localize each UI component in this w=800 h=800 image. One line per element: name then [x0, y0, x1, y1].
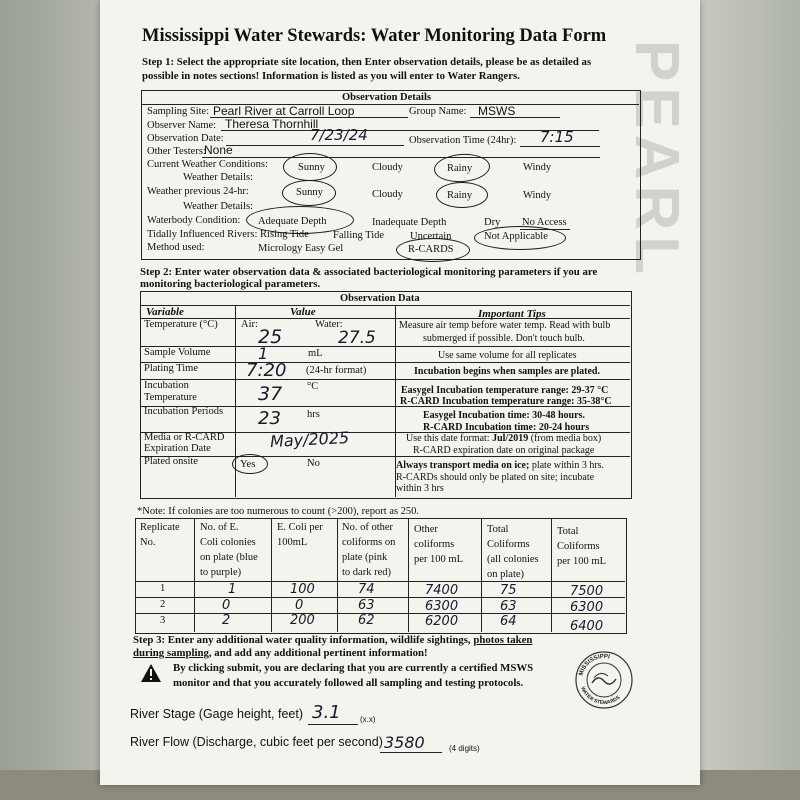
rep-header-other-coliforms: No. of other coliforms on plate (pink to dark red) — [342, 522, 396, 578]
other-testers-value[interactable]: None — [204, 143, 233, 157]
divider — [481, 518, 482, 632]
plated-tip-1: Always transport media on ice; plate within 3 hrs. — [396, 460, 605, 471]
media-exp-label-2: Expiration Date — [144, 443, 211, 454]
prev-weather-option-cloudy[interactable]: Cloudy — [372, 189, 403, 200]
ecoli-per-100ml-cell[interactable]: 0 — [295, 598, 304, 613]
warning-icon — [140, 663, 162, 683]
colony-note: *Note: If colonies are too numerous to count (>200), report as 250. — [137, 506, 420, 517]
sample-tip: Use same volume for all replicates — [438, 350, 577, 361]
divider — [135, 613, 625, 614]
river-stage-format: (x.x) — [360, 715, 376, 724]
divider — [337, 518, 338, 632]
plated-onsite-label: Plated onsite — [144, 456, 198, 467]
svg-text:MISSISSIPPI: MISSISSIPPI — [578, 653, 611, 677]
incubation-temp-label-2: Temperature — [144, 392, 197, 403]
weather-option-cloudy[interactable]: Cloudy — [372, 162, 403, 173]
group-name-label: Group Name: — [409, 106, 467, 117]
underline — [226, 145, 404, 146]
plating-format: (24-hr format) — [306, 365, 367, 376]
waterbody-label: Waterbody Condition: — [147, 215, 241, 226]
prev-weather-option-sunny[interactable]: Sunny — [296, 187, 323, 198]
sample-volume-label: Sample Volume — [144, 347, 211, 358]
selection-circle — [283, 153, 337, 181]
total-coliforms-cell[interactable]: 63 — [500, 599, 517, 614]
river-stage-label: River Stage (Gage height, feet) — [130, 707, 304, 721]
periods-tip-2: R-CARD Incubation time: 20-24 hours — [423, 422, 590, 433]
step3-line2: during sampling, and add any additional pertinent information! — [133, 647, 428, 659]
divider — [194, 518, 195, 632]
observation-date-label: Observation Date: — [147, 133, 224, 144]
incubation-temp-value[interactable]: 37 — [258, 383, 283, 405]
underline — [202, 157, 600, 158]
media-exp-label-1: Media or R-CARD — [144, 432, 225, 443]
step1-line2: possible in notes sections! Information is listed as you will enter to Water Rangers. — [142, 70, 520, 82]
plated-yes[interactable]: Yes — [240, 459, 256, 470]
ecoli-colonies-cell[interactable]: 0 — [222, 598, 231, 613]
divider — [271, 518, 272, 632]
plated-tip-3: within 3 hrs — [396, 483, 444, 494]
observation-data-header: Observation Data — [340, 293, 420, 304]
plating-time-label: Plating Time — [144, 363, 198, 374]
divider — [135, 597, 625, 598]
selection-circle — [396, 238, 470, 262]
river-stage-value[interactable]: 3.1 — [312, 702, 341, 723]
sampling-site-value[interactable]: Pearl River at Carroll Loop — [213, 104, 355, 118]
prev-weather-option-windy[interactable]: Windy — [523, 190, 552, 201]
group-name-value[interactable]: MSWS — [478, 104, 516, 118]
observation-time-label: Observation Time (24hr): — [409, 135, 517, 146]
river-flow-format: (4 digits) — [449, 744, 480, 753]
waterbody-dry[interactable]: Dry — [484, 217, 501, 228]
watermark-text: PEARL — [622, 40, 691, 281]
rep-header-replicate: Replicate No. — [140, 522, 180, 548]
replicate-number: 3 — [160, 615, 166, 626]
ecoli-colonies-cell[interactable]: 1 — [228, 582, 237, 597]
other-coliforms-cell[interactable]: 74 — [358, 582, 375, 597]
observer-name-value[interactable]: Theresa Thornhill — [225, 117, 319, 131]
divider — [140, 362, 630, 363]
svg-text:WATER STEWARDS: WATER STEWARDS — [579, 685, 622, 707]
incubation-tip-2: R-CARD Incubation temperature range: 35-38°C — [400, 396, 612, 407]
total-per-100ml-cell[interactable]: 7500 — [570, 584, 604, 599]
periods-tip-1: Easygel Incubation time: 30-48 hours. — [423, 410, 585, 421]
weather-option-sunny[interactable]: Sunny — [298, 162, 325, 173]
other-coliforms-cell[interactable]: 62 — [358, 613, 375, 628]
ml-unit: mL — [308, 348, 323, 359]
rep-header-ecoli-per-100ml: E. Coli per 100mL — [277, 522, 323, 548]
divider — [135, 581, 625, 582]
media-tip-1: Use this date format: Jul/2019 (from media box) — [406, 433, 602, 444]
rep-header-total-coliforms: Total Coliforms (all colonies on plate) — [487, 524, 539, 580]
underline — [308, 724, 358, 725]
total-coliforms-cell[interactable]: 75 — [500, 583, 517, 598]
river-flow-label: River Flow (Discharge, cubic feet per second) — [130, 735, 383, 749]
incubation-tip-1: Easygel Incubation temperature range: 29-37 °C — [401, 385, 609, 396]
water-temp-value[interactable]: 27.5 — [338, 328, 376, 348]
prev-weather-option-rainy[interactable]: Rainy — [447, 190, 473, 201]
weather-details-label-2: Weather Details: — [183, 201, 253, 212]
observation-date-value[interactable]: 7/23/24 — [310, 126, 368, 144]
sampling-site-label: Sampling Site: — [147, 106, 210, 117]
rep-header-total-per-100ml: Total Coliforms per 100 mL — [557, 526, 606, 567]
divider — [140, 346, 630, 347]
media-tip-2: R-CARD expiration date on original package — [413, 445, 595, 456]
current-weather-label: Current Weather Conditions: — [147, 159, 268, 170]
air-temp-value[interactable]: 25 — [258, 326, 283, 348]
deg-c-unit: °C — [307, 381, 319, 392]
plated-no[interactable]: No — [307, 458, 320, 469]
weather-option-windy[interactable]: Windy — [523, 162, 552, 173]
step2-line1: Step 2: Enter water observation data & associated bacteriological monitoring parameters if you are — [140, 266, 598, 278]
total-per-100ml-cell[interactable]: 6400 — [570, 619, 604, 634]
col-value: Value — [290, 306, 316, 318]
background-right — [690, 0, 800, 800]
other-per-100ml-cell[interactable]: 6300 — [425, 599, 459, 614]
replicate-number: 1 — [160, 583, 166, 594]
divider — [140, 456, 630, 457]
not-applicable-option[interactable]: Not Applicable — [484, 231, 548, 242]
step2-line2: monitoring bacteriological parameters. — [140, 278, 321, 290]
mississippi-water-stewards-seal — [574, 650, 634, 710]
weather-option-rainy[interactable]: Rainy — [447, 163, 473, 174]
total-per-100ml-cell[interactable]: 6300 — [570, 600, 604, 615]
method-label: Method used: — [147, 242, 205, 253]
observer-name-label: Observer Name: — [147, 120, 217, 131]
uncertain-option[interactable]: Uncertain — [410, 231, 452, 242]
divider — [408, 518, 409, 632]
other-per-100ml-cell[interactable]: 7400 — [425, 583, 459, 598]
declaration-line2: monitor and that you accurately followed all sampling and testing protocols. — [173, 677, 524, 689]
plating-tip: Incubation begins when samples are plated. — [414, 366, 600, 377]
col-variable: Variable — [146, 306, 184, 318]
water-label: Water: — [315, 319, 343, 330]
total-coliforms-cell[interactable]: 64 — [500, 614, 517, 629]
replicate-number: 2 — [160, 599, 166, 610]
step1-line1: Step 1: Select the appropriate site location, then Enter observation details, please be as detailed as — [142, 56, 592, 68]
weather-prev-label: Weather previous 24-hr: — [147, 186, 249, 197]
rep-header-ecoli-colonies: No. of E. Coli colonies on plate (blue to purple) — [200, 522, 258, 578]
ecoli-per-100ml-cell[interactable]: 200 — [290, 613, 315, 628]
plating-time-value[interactable]: 7:20 — [246, 360, 287, 381]
ecoli-colonies-cell[interactable]: 2 — [222, 613, 231, 628]
step3-line1: Step 3: Enter any additional water quality information, wildlife sightings, photos taken — [133, 634, 533, 646]
rep-header-other-per-100ml: Other coliforms per 100 mL — [414, 524, 463, 565]
selection-circle — [232, 454, 268, 474]
incubation-periods-label: Incubation Periods — [144, 406, 224, 417]
method-rcards[interactable]: R-CARDS — [408, 244, 454, 255]
tidal-label: Tidally Influenced Rivers: Rising Tide — [147, 229, 309, 240]
river-flow-value[interactable]: 3580 — [384, 733, 425, 752]
waterbody-no-access[interactable]: No Access — [522, 217, 567, 228]
other-coliforms-cell[interactable]: 63 — [358, 598, 375, 613]
incubation-periods-value[interactable]: 23 — [258, 408, 281, 429]
form-title: Mississippi Water Stewards: Water Monitoring Data Form — [142, 26, 607, 46]
other-testers-label: Other Testers: — [147, 146, 206, 157]
underline — [380, 752, 442, 753]
observation-details-header: Observation Details — [342, 92, 431, 103]
hrs-unit: hrs — [307, 409, 320, 420]
col-tips: Important Tips — [478, 308, 546, 320]
selection-circle — [282, 180, 336, 206]
observation-time-value[interactable]: 7:15 — [540, 128, 574, 146]
background-left — [0, 0, 105, 800]
ecoli-per-100ml-cell[interactable]: 100 — [290, 582, 315, 597]
underline — [520, 146, 600, 147]
divider — [551, 518, 552, 632]
waterbody-inadequate[interactable]: Inadequate Depth — [372, 217, 447, 228]
plated-tip-2: R-CARDs should only be plated on site; incubate — [396, 472, 595, 483]
selection-circle — [474, 226, 566, 250]
divider — [140, 379, 630, 380]
incubation-temp-label-1: Incubation — [144, 380, 189, 391]
temp-tip-1: Measure air temp before water temp. Read with bulb — [399, 320, 611, 331]
declaration-line1: By clicking submit, you are declaring that you are currently a certified MSWS — [173, 662, 534, 674]
sample-volume-value[interactable]: 1 — [258, 344, 269, 363]
selection-circle — [436, 182, 488, 208]
air-label: Air: — [241, 319, 258, 330]
weather-details-label: Weather Details: — [183, 172, 253, 183]
method-microlog[interactable]: Micrology Easy Gel — [258, 243, 344, 254]
temp-tip-2: submerged if possible. Don't touch bulb. — [423, 333, 585, 344]
falling-tide-option[interactable]: Falling Tide — [333, 230, 385, 241]
media-exp-value[interactable]: May/2025 — [269, 427, 350, 452]
other-per-100ml-cell[interactable]: 6200 — [425, 614, 459, 629]
waterbody-adequate[interactable]: Adequate Depth — [258, 216, 327, 227]
underline — [470, 117, 560, 118]
temperature-label: Temperature (°C) — [144, 319, 218, 330]
divider — [140, 305, 630, 306]
